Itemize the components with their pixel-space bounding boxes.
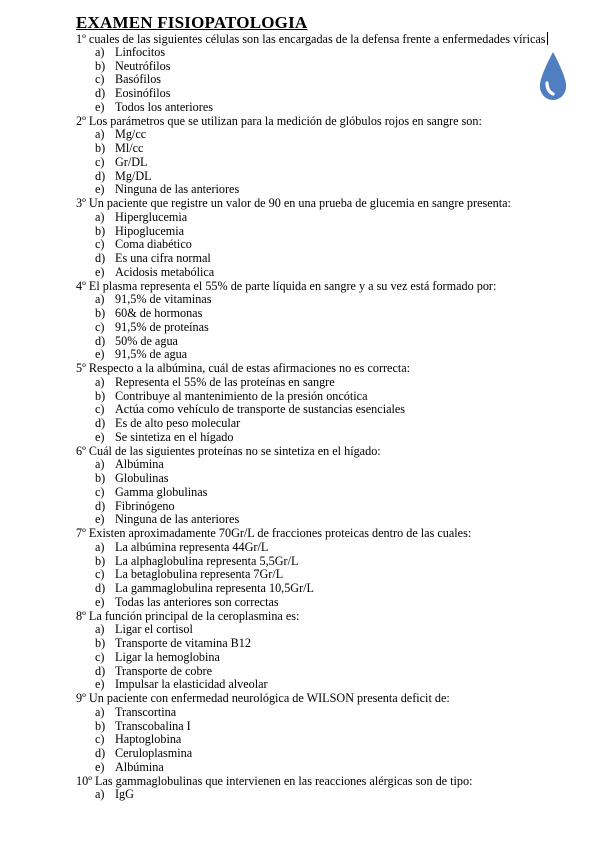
option-3-a — [76, 211, 596, 225]
option-text: Actúa como vehículo de transporte de sustancias esenciales — [115, 402, 406, 417]
option-4-e — [76, 348, 596, 362]
option-letter: e) — [95, 677, 105, 692]
option-text: Haptoglobina — [115, 732, 182, 747]
option-text: Globulinas — [115, 471, 169, 485]
option-text: Es de alto peso molecular — [115, 416, 241, 430]
option-text: Contribuye al mantenimiento de la presión oncótica — [115, 388, 368, 403]
option-5-d — [76, 417, 596, 431]
option-2-c — [76, 156, 596, 170]
option-3-d — [76, 252, 596, 266]
option-4-b — [76, 307, 596, 321]
option-4-c — [76, 321, 596, 335]
option-letter: b) — [95, 141, 106, 155]
option-text: 91,5% de proteínas — [115, 319, 209, 334]
option-letter: a) — [95, 127, 105, 142]
option-text: La betaglobulina representa 7Gr/L — [115, 567, 284, 582]
option-text: 91,5% de vitaminas — [115, 292, 212, 307]
option-letter: d) — [95, 416, 106, 430]
option-text: Se sintetiza en el hígado — [115, 429, 234, 444]
option-text: Mg/cc — [115, 127, 147, 142]
option-9-c — [76, 733, 596, 747]
option-9-a — [76, 706, 596, 720]
option-text: Transporte de vitamina B12 — [115, 636, 251, 650]
option-8-e — [76, 678, 596, 692]
option-letter: d) — [95, 581, 106, 595]
option-text: Transcobalina I — [115, 718, 191, 733]
option-text: Acidosis metabólica — [115, 264, 215, 279]
option-letter: d) — [95, 333, 106, 348]
option-10-a — [76, 788, 596, 802]
option-1-c — [76, 73, 596, 87]
option-letter: a) — [95, 374, 105, 389]
option-letter: c) — [95, 567, 105, 582]
option-text: 91,5% de agua — [115, 347, 188, 362]
option-text: 50% de agua — [115, 333, 178, 348]
option-8-d — [76, 665, 596, 679]
option-7-c — [76, 568, 596, 582]
question-3 — [76, 197, 596, 211]
option-letter: d) — [95, 746, 106, 760]
option-text: Ninguna de las anteriores — [115, 182, 240, 197]
option-text: Fibrinógeno — [115, 498, 175, 513]
option-5-e — [76, 431, 596, 445]
option-1-b — [76, 60, 596, 74]
option-2-a — [76, 128, 596, 142]
option-text: Mg/DL — [115, 168, 152, 183]
option-letter: d) — [95, 86, 106, 100]
option-text: Transporte de cobre — [115, 663, 213, 678]
document-title: EXAMEN FISIOPATOLOGIA — [76, 13, 308, 32]
text-cursor — [547, 32, 548, 45]
option-3-e — [76, 266, 596, 280]
question-text: 7º Existen aproximadamente 70Gr/L de fracciones proteicas dentro de las cuales: — [76, 526, 472, 540]
option-text: La albúmina representa 44Gr/L — [115, 539, 269, 554]
option-4-d — [76, 335, 596, 349]
option-letter: d) — [95, 663, 106, 678]
question-text: 3º Un paciente que registre un valor de 90 en una prueba de glucemia en sangre presenta: — [76, 196, 511, 210]
option-7-a — [76, 541, 596, 555]
water-drop-icon — [538, 50, 568, 102]
option-letter: c) — [95, 72, 105, 87]
option-9-e — [76, 761, 596, 775]
option-text: Todas las anteriores son correctas — [115, 594, 279, 609]
option-letter: c) — [95, 649, 105, 664]
option-text: Hipoglucemia — [115, 223, 185, 238]
option-5-c — [76, 403, 596, 417]
option-letter: a) — [95, 539, 105, 554]
option-text: Albúmina — [115, 759, 164, 774]
option-letter: e) — [95, 347, 105, 362]
option-letter: b) — [95, 553, 106, 568]
option-5-b — [76, 390, 596, 404]
option-text: 60& de hormonas — [115, 306, 203, 320]
question-text: 9º Un paciente con enfermedad neurológica de WILSON presenta deficit de: — [76, 691, 450, 705]
option-4-a — [76, 293, 596, 307]
option-letter: b) — [95, 388, 106, 403]
question-text: 8º La función principal de la ceroplasmina es: — [76, 608, 300, 623]
option-letter: b) — [95, 718, 106, 733]
option-letter: a) — [95, 787, 105, 802]
question-7 — [76, 527, 596, 541]
option-7-b — [76, 555, 596, 569]
option-8-c — [76, 651, 596, 665]
option-text: Albúmina — [115, 457, 164, 472]
option-text: Ninguna de las anteriores — [115, 512, 240, 527]
option-letter: a) — [95, 209, 105, 224]
option-letter: a) — [95, 44, 105, 59]
option-letter: d) — [95, 168, 106, 183]
option-letter: e) — [95, 182, 105, 197]
question-text: 4º El plasma representa el 55% de parte líquida en sangre y a su vez está formado por: — [76, 278, 497, 293]
option-text: La alphaglobulina representa 5,5Gr/L — [115, 553, 299, 568]
option-text: Ml/cc — [115, 141, 144, 155]
option-letter: c) — [95, 237, 105, 252]
option-letter: c) — [95, 484, 105, 499]
option-8-a — [76, 623, 596, 637]
option-text: Transcortina — [115, 704, 177, 719]
question-text: 2º Los parámetros que se utilizan para la medición de glóbulos rojos en sangre son: — [76, 113, 482, 128]
option-text: Basófilos — [115, 72, 162, 87]
option-1-a — [76, 46, 596, 60]
option-letter: a) — [95, 292, 105, 307]
question-4 — [76, 280, 596, 294]
option-letter: b) — [95, 471, 106, 485]
option-2-e — [76, 183, 596, 197]
option-6-a — [76, 458, 596, 472]
option-text: Representa el 55% de las proteínas en sangre — [115, 374, 335, 389]
question-8 — [76, 610, 596, 624]
option-9-b — [76, 720, 596, 734]
option-text: Impulsar la elasticidad alveolar — [115, 677, 268, 692]
option-text: Ceruloplasmina — [115, 746, 193, 760]
option-letter: b) — [95, 223, 106, 238]
option-letter: b) — [95, 58, 106, 73]
option-letter: c) — [95, 402, 105, 417]
option-text: Hiperglucemia — [115, 209, 188, 224]
question-text: 6º Cuál de las siguientes proteínas no se sintetiza en el hígado: — [76, 443, 381, 458]
option-letter: e) — [95, 99, 105, 114]
option-5-a — [76, 376, 596, 390]
option-letter: a) — [95, 622, 105, 637]
option-text: Ligar la hemoglobina — [115, 649, 220, 664]
option-letter: c) — [95, 154, 105, 169]
option-text: Ligar el cortisol — [115, 622, 193, 637]
question-6 — [76, 445, 596, 459]
question-10 — [76, 775, 596, 789]
option-letter: e) — [95, 512, 105, 527]
option-letter: c) — [95, 319, 105, 334]
option-2-d — [76, 170, 596, 184]
option-2-b — [76, 142, 596, 156]
option-text: IgG — [115, 787, 134, 802]
option-text: Gamma globulinas — [115, 484, 208, 499]
question-2 — [76, 115, 596, 129]
option-letter: b) — [95, 636, 106, 650]
option-letter: b) — [95, 306, 106, 320]
option-letter: e) — [95, 429, 105, 444]
option-letter: e) — [95, 594, 105, 609]
option-letter: e) — [95, 264, 105, 279]
option-3-c — [76, 238, 596, 252]
option-text: Linfocitos — [115, 44, 166, 59]
option-text: Es una cifra normal — [115, 251, 211, 265]
option-7-e — [76, 596, 596, 610]
option-7-d — [76, 582, 596, 596]
option-text: Coma diabético — [115, 237, 192, 252]
option-6-c — [76, 486, 596, 500]
option-letter: a) — [95, 704, 105, 719]
option-6-d — [76, 500, 596, 514]
question-1 — [76, 32, 596, 46]
option-text: La gammaglobulina representa 10,5Gr/L — [115, 581, 314, 595]
question-text: 1º cuales de las siguientes células son las encargadas de la defensa frente a enfermedades víricas — [76, 32, 546, 46]
option-letter: d) — [95, 498, 106, 513]
option-6-b — [76, 472, 596, 486]
option-text: Todos los anteriores — [115, 99, 213, 114]
option-text: Gr/DL — [115, 154, 148, 169]
option-letter: c) — [95, 732, 105, 747]
option-letter: e) — [95, 759, 105, 774]
option-6-e — [76, 513, 596, 527]
option-9-d — [76, 747, 596, 761]
option-letter: a) — [95, 457, 105, 472]
question-5 — [76, 362, 596, 376]
option-8-b — [76, 637, 596, 651]
option-3-b — [76, 225, 596, 239]
option-1-e — [76, 101, 596, 115]
option-letter: d) — [95, 251, 106, 265]
question-9 — [76, 692, 596, 706]
option-text: Eosinófilos — [115, 86, 171, 100]
option-1-d — [76, 87, 596, 101]
question-text: 5º Respecto a la albúmina, cuál de estas afirmaciones no es correcta: — [76, 361, 411, 375]
question-text: 10º Las gammaglobulinas que intervienen en las reacciones alérgicas son de tipo: — [76, 773, 473, 788]
question-list — [76, 32, 596, 802]
option-text: Neutrófilos — [115, 58, 171, 73]
